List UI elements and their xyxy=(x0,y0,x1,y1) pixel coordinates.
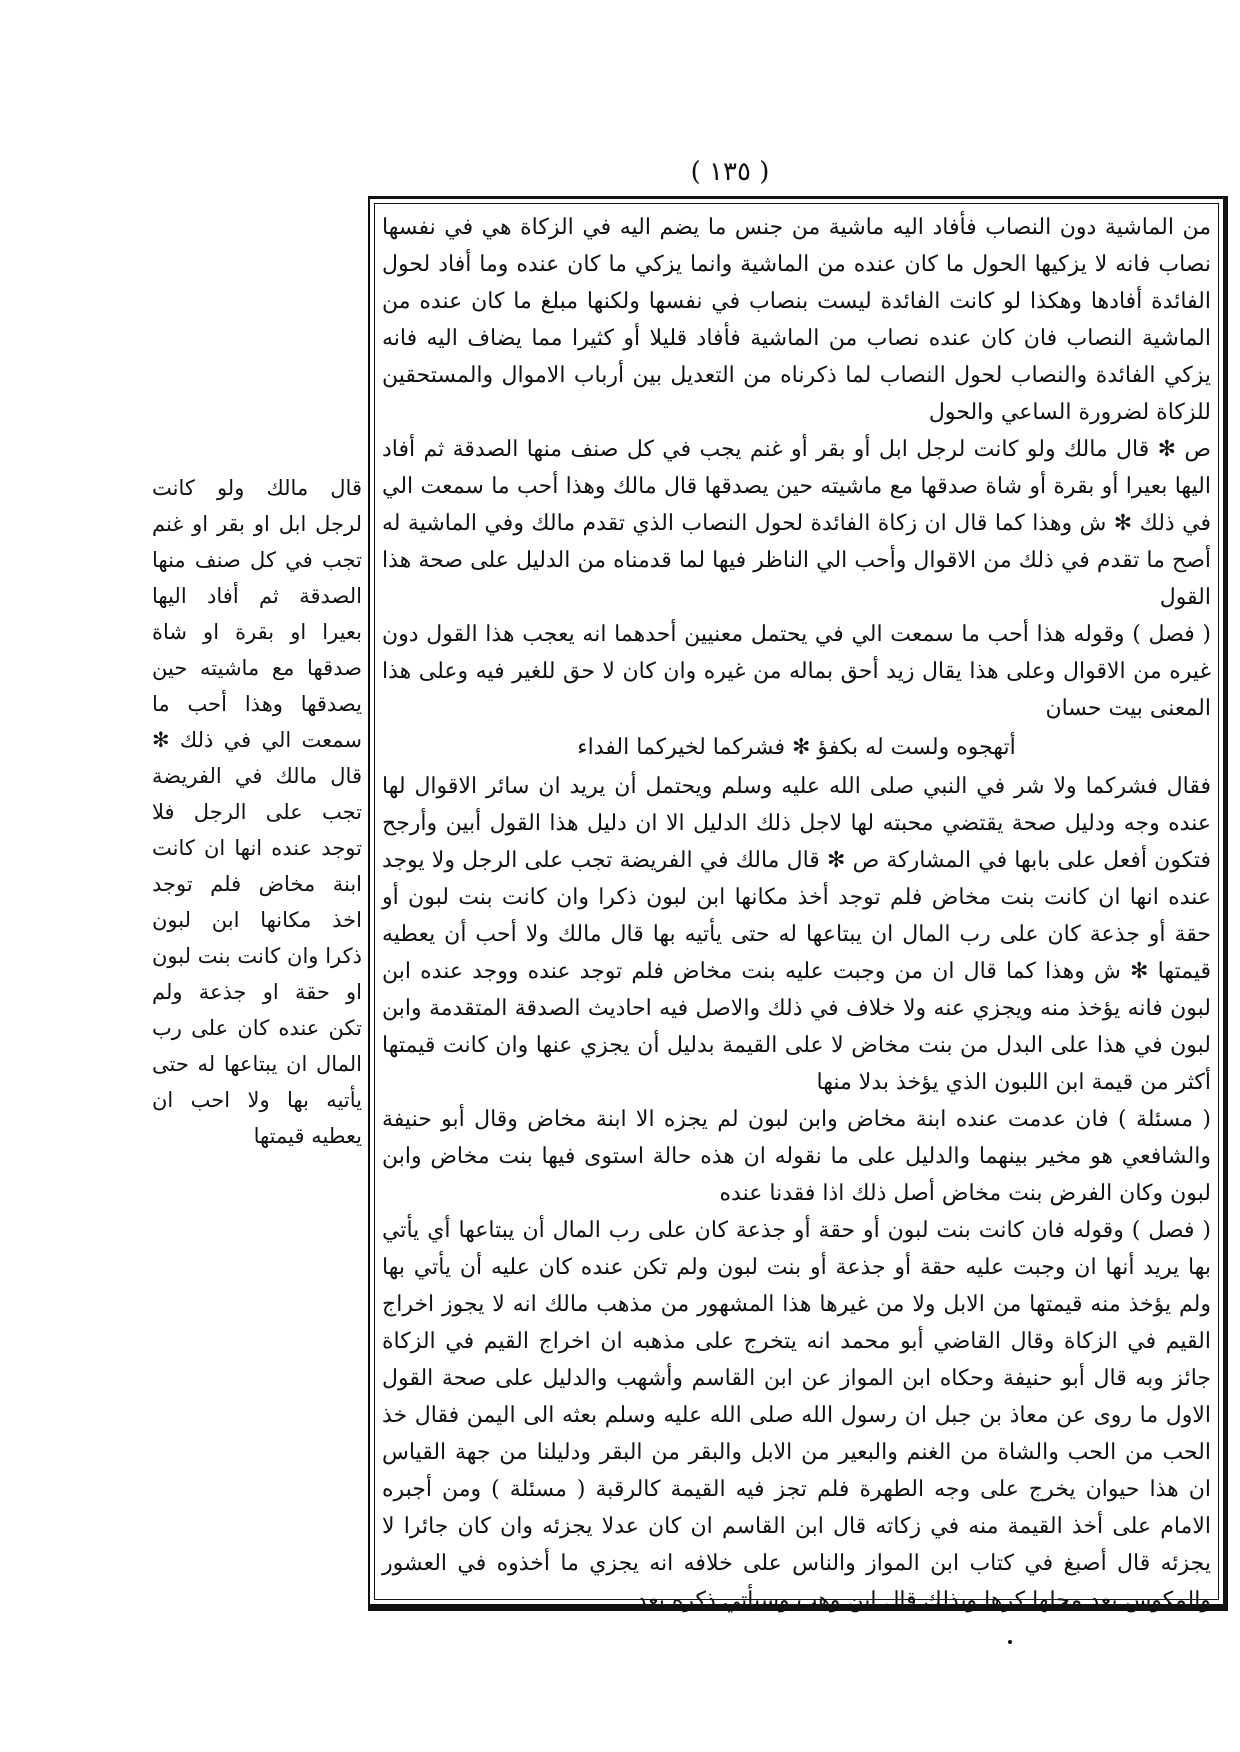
page-number: ( ١٣٥ ) xyxy=(690,157,770,187)
margin-note xyxy=(152,470,362,1148)
main-text-frame xyxy=(368,196,1228,1611)
paragraph: ( فصل ) وقوله فان كانت بنت لبون أو حقة أو جذعة كان على رب المال أن يبتاعها أي يأتي بها يريد أنها ان وجبت عليه حقة أو جذعة أو بنت لبون ولم تكن عنده كان عليه أن يأتي بها ولم يؤخذ منه قيمتها من الابل ولا من غيرها هذا المشهور من مذهب مالك انه لا يجوز اخراج القيم في الزكاة وقال القاضي أبو محمد انه يتخرج على مذهبه ان اخراج القيم في الزكاة جائز وبه قال أبو حنيفة وحكاه ابن المواز عن ابن القاسم وأشهب والدليل على صحة القول الاول ما روى عن معاذ بن جبل ان رسول الله صلى الله عليه وسلم بعثه الى اليمن فقال خذ الحب من الحب والشاة من الغنم والبعير من الابل والبقر من البقر ودليلنا من جهة القياس ان هذا حيوان يخرج على وجه الطهرة فلم تجز فيه القيمة كالرقبة ( مسئلة ) ومن أجبره الامام على أخذ القيمة منه في زكاته قال ابن القاسم ان كان عدلا يجزئه وان كان جائرا لا يجزئه قال أصبغ في كتاب ابن المواز والناس على خلافه انه يجزي ما أخذوه في العشور والمكوس بعد محلها كرها وبذلك قال ابن وهب وسيأتي ذكره بعد xyxy=(382,1218,1211,1613)
ink-dot xyxy=(1008,1640,1012,1644)
margin-note-text: قال مالك ولو كانت لرجل ابل او بقر او غنم تجب في كل صنف منها الصدقة ثم أفاد اليها بعيرا او بقرة او شاة صدقها مع ماشيته حين يصدقها وهذا أحب ما سمعت الي في ذلك ✻ قال مالك في الفريضة تجب على الرجل فلا توجد عنده انها ان كانت ابنة مخاض فلم توجد اخذ مكانها ابن لبون ذكرا وان كانت بنت لبون او حقة او جذعة ولم تكن عنده كان على رب المال ان يبتاعها له حتى يأتيه بها ولا احب ان يعطيه قيمتها xyxy=(152,476,362,1148)
paragraph: ( مسئلة ) فان عدمت عنده ابنة مخاض وابن لبون لم يجزه الا ابنة مخاض وقال أبو حنيفة والشافعي هو مخير بينهما والدليل على ما نقوله ان هذه حالة استوى فيها بنت مخاض وابن لبون وكان الفرض بنت مخاض أصل ذلك اذا فقدنا عنده xyxy=(382,1107,1211,1206)
paragraph: فقال فشركما ولا شر في النبي صلى الله عليه وسلم ويحتمل أن يريد ان سائر الاقوال لها عنده وجه ودليل صحة يقتضي محبته لها لاجل ذلك الدليل الا ان دليل هذا القول أبين وأرجح فتكون أفعل على بابها في المشاركة ص ✻ قال مالك في الفريضة تجب على الرجل ولا يوجد عنده انها ان كانت بنت مخاض فلم توجد أخذ مكانها ابن لبون ذكرا وان كانت بنت لبون أو حقة أو جذعة كان على رب المال ان يبتاعها له حتى يأتيه بها قال مالك ولا أحب أن يعطيه قيمتها ✻ ش وهذا كما قال ان من وجبت عليه بنت مخاض فلم توجد عنده ووجد عنده ابن لبون فانه يؤخذ منه ويجزي عنه ولا خلاف في ذلك والاصل فيه احاديث الصدقة المتقدمة وابن لبون في هذا على البدل من بنت مخاض لا على القيمة بدليل أن يجزي عنها وان كانت قيمتها أكثر من قيمة ابن اللبون الذي يؤخذ بدلا منها xyxy=(382,774,1211,1095)
paragraph: ص ✻ قال مالك ولو كانت لرجل ابل أو بقر أو غنم يجب في كل صنف منها الصدقة ثم أفاد اليها بعيرا أو بقرة أو شاة صدقها مع ماشيته حين يصدقها قال مالك وهذا أحب ما سمعت الي في ذلك ✻ ش وهذا كما قال ان زكاة الفائدة لحول النصاب الذي تقدم مالك وفي الماشية له أصح ما تقدم في ذلك من الاقوال وأحب الي الناظر فيها لما قدمناه من الدليل على صحة هذا القول xyxy=(382,437,1211,610)
paragraph: ( فصل ) وقوله هذا أحب ما سمعت الي في يحتمل معنيين أحدهما انه يعجب هذا القول دون غيره من الاقوال وعلى هذا يقال زيد أحق بماله من غيره وان كان لا حق للغير فيه وعلى هذا المعنى بيت حسان xyxy=(382,622,1211,721)
main-text xyxy=(382,209,1211,1613)
poetry-verse: أتهجوه ولست له بكفؤ ✻ فشركما لخيركما الفداء xyxy=(577,735,1016,760)
paragraph: من الماشية دون النصاب فأفاد اليه ماشية من جنس ما يضم اليه في الزكاة هي في نفسها نصاب فانه لا يزكيها الحول ما كان عنده من الماشية وانما يزكي ما كان عنده وما أفاد لحول الفائدة أفادها وهكذا لو كانت الفائدة ليست بنصاب في نفسها ولكنها مبلغ ما كان عنده من الماشية النصاب فان كان عنده نصاب من الماشية فأفاد قليلا أو كثيرا مما يضاف اليه فانه يزكي الفائدة والنصاب لحول النصاب لما ذكرناه من التعديل بين أرباب الاموال والمستحقين للزكاة لضرورة الساعي والحول xyxy=(382,215,1211,425)
